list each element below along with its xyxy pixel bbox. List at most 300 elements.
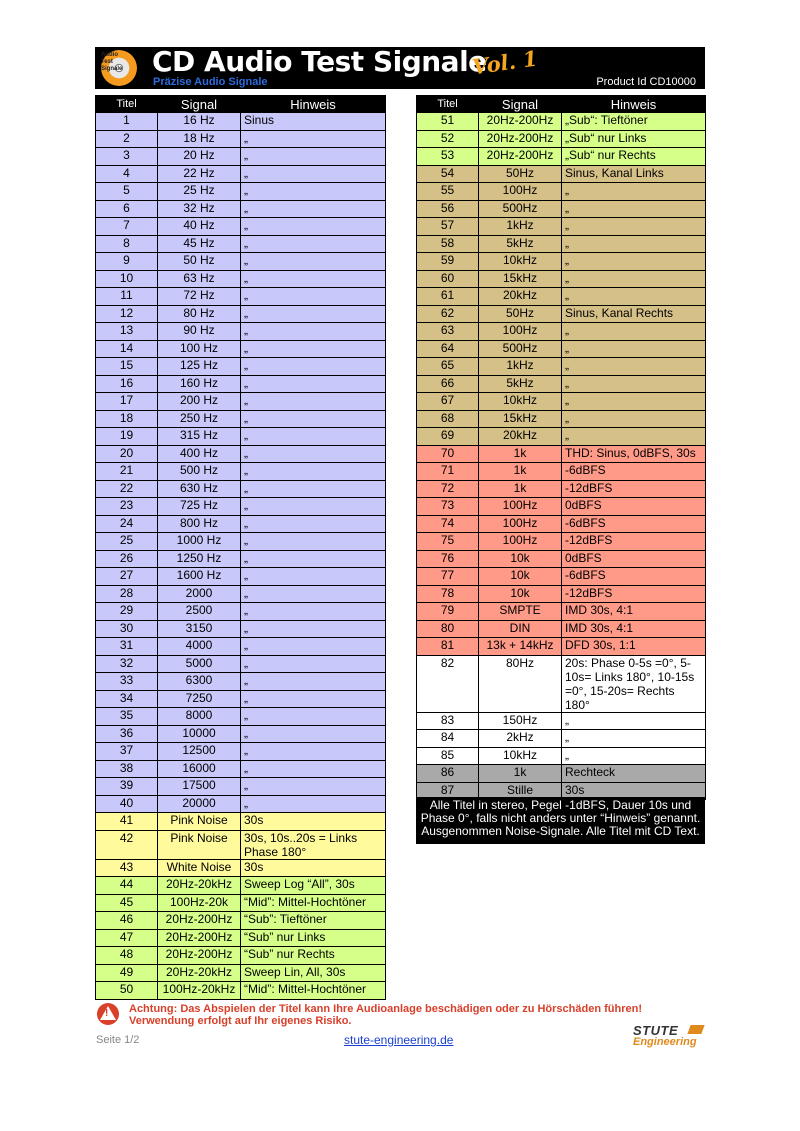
track-number-cell: 43 xyxy=(96,859,158,877)
note-cell: IMD 30s, 4:1 xyxy=(562,620,706,638)
note-cell: „ xyxy=(241,428,386,446)
track-number-cell: 5 xyxy=(96,183,158,201)
note-cell: „ xyxy=(241,585,386,603)
column-header-title: Titel xyxy=(96,96,158,113)
table-row xyxy=(96,655,386,673)
track-number-cell: 40 xyxy=(96,795,158,813)
note-cell: “Sub” nur Links xyxy=(241,929,386,947)
table-row xyxy=(96,620,386,638)
signal-cell: 800 Hz xyxy=(158,515,241,533)
note-cell: „ xyxy=(241,165,386,183)
track-number-cell: 75 xyxy=(417,533,479,551)
table-row xyxy=(96,947,386,965)
table-row xyxy=(96,795,386,813)
signal-cell: 1000 Hz xyxy=(158,533,241,551)
signal-cell: 125 Hz xyxy=(158,358,241,376)
signal-cell: 1600 Hz xyxy=(158,568,241,586)
signal-cell: 15kHz xyxy=(479,270,562,288)
track-number-cell: 68 xyxy=(417,410,479,428)
table-row xyxy=(96,673,386,691)
signal-cell: 50Hz xyxy=(479,165,562,183)
table-row xyxy=(417,270,706,288)
signal-cell: 5kHz xyxy=(479,235,562,253)
table-row xyxy=(417,253,706,271)
table-row xyxy=(96,463,386,481)
signal-cell: 100Hz xyxy=(479,323,562,341)
note-cell: „ xyxy=(562,200,706,218)
track-number-cell: 83 xyxy=(417,712,479,730)
note-cell: „ xyxy=(241,690,386,708)
table-row xyxy=(96,253,386,271)
signal-cell: 10kHz xyxy=(479,747,562,765)
track-number-cell: 18 xyxy=(96,410,158,428)
table-row xyxy=(417,498,706,516)
table-row xyxy=(96,690,386,708)
note-cell: „ xyxy=(241,673,386,691)
table-row xyxy=(96,743,386,761)
table-row xyxy=(96,480,386,498)
signal-cell: 20Hz-200Hz xyxy=(479,113,562,131)
track-number-cell: 14 xyxy=(96,340,158,358)
track-number-cell: 42 xyxy=(96,830,158,859)
signal-cell: 20000 xyxy=(158,795,241,813)
track-number-cell: 44 xyxy=(96,877,158,895)
note-cell: „ xyxy=(562,253,706,271)
signal-cell: 20Hz-200Hz xyxy=(479,148,562,166)
track-number-cell: 59 xyxy=(417,253,479,271)
note-cell: „ xyxy=(562,323,706,341)
signal-cell: White Noise xyxy=(158,859,241,877)
signal-cell: 100 Hz xyxy=(158,340,241,358)
general-note: Alle Titel in stereo, Pegel -1dBFS, Dauer 10s und Phase 0°, falls nicht anders unter “Hinweis” genannt. Ausgenommen Noise-Signale. Alle Titel mit CD Text. xyxy=(416,797,705,844)
note-cell: „ xyxy=(562,393,706,411)
track-number-cell: 11 xyxy=(96,288,158,306)
note-cell: „ xyxy=(562,712,706,730)
note-cell: -12dBFS xyxy=(562,480,706,498)
signal-cell: 400 Hz xyxy=(158,445,241,463)
table-row xyxy=(417,603,706,621)
product-id: Product Id CD10000 xyxy=(596,76,696,88)
table-row xyxy=(96,340,386,358)
note-cell: -6dBFS xyxy=(562,515,706,533)
table-row xyxy=(96,813,386,831)
table-row xyxy=(96,912,386,930)
table-row xyxy=(417,568,706,586)
signal-cell: 1250 Hz xyxy=(158,550,241,568)
table-row xyxy=(417,218,706,236)
track-number-cell: 6 xyxy=(96,200,158,218)
signal-cell: 630 Hz xyxy=(158,480,241,498)
note-cell: 30s xyxy=(241,813,386,831)
note-cell: „ xyxy=(241,200,386,218)
note-cell: „ xyxy=(241,183,386,201)
note-cell: „ xyxy=(562,730,706,748)
track-number-cell: 38 xyxy=(96,760,158,778)
signal-cell: 315 Hz xyxy=(158,428,241,446)
table-header-row xyxy=(96,96,386,113)
track-number-cell: 15 xyxy=(96,358,158,376)
track-number-cell: 25 xyxy=(96,533,158,551)
track-number-cell: 17 xyxy=(96,393,158,411)
track-number-cell: 62 xyxy=(417,305,479,323)
signal-cell: SMPTE xyxy=(479,603,562,621)
signal-cell: 5kHz xyxy=(479,375,562,393)
track-number-cell: 67 xyxy=(417,393,479,411)
table-row xyxy=(417,165,706,183)
track-number-cell: 23 xyxy=(96,498,158,516)
note-cell: „ xyxy=(562,410,706,428)
signal-cell: 1k xyxy=(479,765,562,783)
column-header-title: Titel xyxy=(417,96,479,113)
table-row xyxy=(96,270,386,288)
column-header-signal: Signal xyxy=(479,96,562,113)
note-cell: „ xyxy=(241,445,386,463)
page-subtitle: Präzise Audio Signale xyxy=(153,76,268,88)
note-cell: „ xyxy=(562,235,706,253)
track-number-cell: 20 xyxy=(96,445,158,463)
note-cell: 0dBFS xyxy=(562,550,706,568)
signal-cell: 7250 xyxy=(158,690,241,708)
track-number-cell: 30 xyxy=(96,620,158,638)
note-cell: “Mid”: Mittel-Hochtöner xyxy=(241,894,386,912)
track-number-cell: 1 xyxy=(96,113,158,131)
signal-cell: 100Hz xyxy=(479,515,562,533)
note-cell: „ xyxy=(241,515,386,533)
note-cell: „ xyxy=(241,358,386,376)
table-row xyxy=(417,585,706,603)
track-number-cell: 35 xyxy=(96,708,158,726)
note-cell: „ xyxy=(241,463,386,481)
table-row xyxy=(96,165,386,183)
note-cell: „ xyxy=(241,323,386,341)
track-number-cell: 55 xyxy=(417,183,479,201)
note-cell: „Sub“: Tieftöner xyxy=(562,113,706,131)
logo-text-bottom: Engineering xyxy=(633,1036,697,1048)
note-cell: 30s, 10s..20s = Links Phase 180° xyxy=(241,830,386,859)
table-row xyxy=(417,200,706,218)
note-cell: „ xyxy=(241,743,386,761)
note-cell: 30s xyxy=(241,859,386,877)
track-number-cell: 50 xyxy=(96,982,158,1000)
note-cell: Sinus, Kanal Links xyxy=(562,165,706,183)
track-number-cell: 19 xyxy=(96,428,158,446)
note-cell: „ xyxy=(241,393,386,411)
signal-cell: 1kHz xyxy=(479,218,562,236)
table-row xyxy=(96,638,386,656)
track-number-cell: 65 xyxy=(417,358,479,376)
track-number-cell: 49 xyxy=(96,964,158,982)
note-cell: DFD 30s, 1:1 xyxy=(562,638,706,656)
page-title: CD Audio Test Signale xyxy=(152,45,487,78)
table-row xyxy=(417,288,706,306)
track-table-left xyxy=(95,95,386,1000)
track-number-cell: 24 xyxy=(96,515,158,533)
volume-label: Vol. 1 xyxy=(470,45,540,80)
page-header xyxy=(95,47,705,89)
table-row xyxy=(96,358,386,376)
note-cell: „ xyxy=(241,218,386,236)
signal-cell: 45 Hz xyxy=(158,235,241,253)
note-cell: „ xyxy=(562,288,706,306)
signal-cell: Stille xyxy=(479,782,562,800)
track-number-cell: 76 xyxy=(417,550,479,568)
note-cell: „ xyxy=(241,340,386,358)
note-cell: „ xyxy=(562,747,706,765)
track-number-cell: 16 xyxy=(96,375,158,393)
note-cell: -6dBFS xyxy=(562,463,706,481)
warning-text: Achtung: Das Abspielen der Titel kann Ihre Audioanlage beschädigen oder zu Hörschäden führen! Verwendung erfolgt auf Ihr eigenes Risiko. xyxy=(129,1003,643,1027)
signal-cell: Pink Noise xyxy=(158,813,241,831)
note-cell: „ xyxy=(241,638,386,656)
signal-cell: 200 Hz xyxy=(158,393,241,411)
track-number-cell: 57 xyxy=(417,218,479,236)
note-cell: „ xyxy=(562,358,706,376)
table-row xyxy=(96,585,386,603)
signal-cell: 18 Hz xyxy=(158,130,241,148)
column-header-note: Hinweis xyxy=(241,96,386,113)
table-row xyxy=(417,305,706,323)
track-number-cell: 61 xyxy=(417,288,479,306)
signal-cell: 20Hz-200Hz xyxy=(158,929,241,947)
signal-cell: 10kHz xyxy=(479,393,562,411)
signal-cell: 20Hz-20kHz xyxy=(158,964,241,982)
table-row xyxy=(96,859,386,877)
track-number-cell: 47 xyxy=(96,929,158,947)
note-cell: „ xyxy=(562,340,706,358)
signal-cell: 1kHz xyxy=(479,358,562,376)
signal-cell: 20Hz-200Hz xyxy=(479,130,562,148)
track-number-cell: 2 xyxy=(96,130,158,148)
signal-cell: 16000 xyxy=(158,760,241,778)
table-row xyxy=(417,323,706,341)
signal-cell: 80Hz xyxy=(479,655,562,712)
track-number-cell: 8 xyxy=(96,235,158,253)
track-number-cell: 46 xyxy=(96,912,158,930)
signal-cell: 500Hz xyxy=(479,340,562,358)
signal-cell: 500Hz xyxy=(479,200,562,218)
table-row xyxy=(96,929,386,947)
note-cell: „ xyxy=(562,375,706,393)
signal-cell: 22 Hz xyxy=(158,165,241,183)
note-cell: „ xyxy=(562,218,706,236)
column-header-note: Hinweis xyxy=(562,96,706,113)
table-row xyxy=(96,894,386,912)
table-row xyxy=(417,655,706,712)
table-row xyxy=(96,305,386,323)
track-number-cell: 69 xyxy=(417,428,479,446)
signal-cell: 12500 xyxy=(158,743,241,761)
note-cell: „ xyxy=(241,410,386,428)
note-cell: „ xyxy=(241,253,386,271)
track-number-cell: 71 xyxy=(417,463,479,481)
track-number-cell: 70 xyxy=(417,445,479,463)
signal-cell: 15kHz xyxy=(479,410,562,428)
table-row xyxy=(96,964,386,982)
signal-cell: 1k xyxy=(479,445,562,463)
track-number-cell: 22 xyxy=(96,480,158,498)
signal-cell: 100Hz xyxy=(479,498,562,516)
track-number-cell: 28 xyxy=(96,585,158,603)
track-number-cell: 80 xyxy=(417,620,479,638)
table-row xyxy=(96,568,386,586)
note-cell: “Sub” nur Rechts xyxy=(241,947,386,965)
note-cell: „ xyxy=(241,603,386,621)
table-row xyxy=(417,463,706,481)
note-cell: 0dBFS xyxy=(562,498,706,516)
table-row xyxy=(96,148,386,166)
track-number-cell: 77 xyxy=(417,568,479,586)
note-cell: „ xyxy=(241,130,386,148)
table-row xyxy=(417,358,706,376)
signal-cell: 10k xyxy=(479,568,562,586)
table-row xyxy=(96,323,386,341)
table-row xyxy=(96,375,386,393)
table-row xyxy=(417,712,706,730)
track-number-cell: 4 xyxy=(96,165,158,183)
table-row xyxy=(417,747,706,765)
note-cell: -12dBFS xyxy=(562,585,706,603)
note-cell: -12dBFS xyxy=(562,533,706,551)
track-number-cell: 13 xyxy=(96,323,158,341)
page-number: Seite 1/2 xyxy=(96,1034,140,1046)
track-number-cell: 41 xyxy=(96,813,158,831)
table-row xyxy=(417,183,706,201)
track-number-cell: 78 xyxy=(417,585,479,603)
signal-cell: 25 Hz xyxy=(158,183,241,201)
table-row xyxy=(417,445,706,463)
table-row xyxy=(96,830,386,859)
track-number-cell: 85 xyxy=(417,747,479,765)
note-cell: „ xyxy=(241,533,386,551)
table-row xyxy=(96,760,386,778)
signal-cell: DIN xyxy=(479,620,562,638)
table-row xyxy=(417,515,706,533)
signal-cell: 20Hz-200Hz xyxy=(158,912,241,930)
signal-cell: 100Hz xyxy=(479,533,562,551)
signal-cell: 725 Hz xyxy=(158,498,241,516)
track-number-cell: 32 xyxy=(96,655,158,673)
track-number-cell: 53 xyxy=(417,148,479,166)
table-row xyxy=(417,148,706,166)
note-cell: „ xyxy=(241,620,386,638)
track-number-cell: 82 xyxy=(417,655,479,712)
note-cell: IMD 30s, 4:1 xyxy=(562,603,706,621)
track-number-cell: 31 xyxy=(96,638,158,656)
table-row xyxy=(417,533,706,551)
note-cell: Sinus xyxy=(241,113,386,131)
note-cell: „ xyxy=(241,760,386,778)
track-number-cell: 81 xyxy=(417,638,479,656)
note-cell: 30s xyxy=(562,782,706,800)
track-number-cell: 37 xyxy=(96,743,158,761)
signal-cell: 17500 xyxy=(158,778,241,796)
note-cell: „Sub“ nur Links xyxy=(562,130,706,148)
website-link[interactable]: stute-engineering.de xyxy=(344,1033,454,1047)
note-cell: „ xyxy=(241,235,386,253)
signal-cell: 13k + 14kHz xyxy=(479,638,562,656)
table-row xyxy=(417,480,706,498)
note-cell: Rechteck xyxy=(562,765,706,783)
table-row xyxy=(96,533,386,551)
track-table-right xyxy=(416,95,706,800)
signal-cell: 90 Hz xyxy=(158,323,241,341)
table-header-row xyxy=(417,96,706,113)
logo-text-top: STUTE xyxy=(633,1023,679,1038)
warning-icon xyxy=(97,1003,119,1025)
signal-cell: 16 Hz xyxy=(158,113,241,131)
signal-cell: 100Hz xyxy=(479,183,562,201)
note-cell: „ xyxy=(241,480,386,498)
table-row xyxy=(96,877,386,895)
signal-cell: Pink Noise xyxy=(158,830,241,859)
signal-cell: 3150 xyxy=(158,620,241,638)
track-number-cell: 51 xyxy=(417,113,479,131)
signal-cell: 72 Hz xyxy=(158,288,241,306)
signal-cell: 1k xyxy=(479,480,562,498)
table-row xyxy=(96,288,386,306)
track-number-cell: 66 xyxy=(417,375,479,393)
table-row xyxy=(96,498,386,516)
track-number-cell: 34 xyxy=(96,690,158,708)
track-number-cell: 54 xyxy=(417,165,479,183)
table-row xyxy=(96,235,386,253)
track-number-cell: 84 xyxy=(417,730,479,748)
note-cell: „ xyxy=(241,148,386,166)
table-row xyxy=(96,982,386,1000)
signal-cell: 32 Hz xyxy=(158,200,241,218)
signal-cell: 150Hz xyxy=(479,712,562,730)
track-number-cell: 10 xyxy=(96,270,158,288)
table-row xyxy=(96,603,386,621)
note-cell: „ xyxy=(241,498,386,516)
signal-cell: 40 Hz xyxy=(158,218,241,236)
note-cell: -6dBFS xyxy=(562,568,706,586)
table-row xyxy=(417,620,706,638)
signal-cell: 10k xyxy=(479,585,562,603)
note-cell: „ xyxy=(241,288,386,306)
track-number-cell: 36 xyxy=(96,725,158,743)
track-number-cell: 12 xyxy=(96,305,158,323)
note-cell: „ xyxy=(562,183,706,201)
table-row xyxy=(96,393,386,411)
note-cell: „ xyxy=(241,725,386,743)
track-number-cell: 63 xyxy=(417,323,479,341)
track-number-cell: 73 xyxy=(417,498,479,516)
signal-cell: 4000 xyxy=(158,638,241,656)
cd-cover-text: Audio Test Signale xyxy=(101,52,123,72)
track-number-cell: 58 xyxy=(417,235,479,253)
track-number-cell: 21 xyxy=(96,463,158,481)
note-cell: „ xyxy=(562,428,706,446)
note-cell: „ xyxy=(241,795,386,813)
track-number-cell: 26 xyxy=(96,550,158,568)
table-row xyxy=(96,725,386,743)
table-row xyxy=(417,113,706,131)
signal-cell: 5000 xyxy=(158,655,241,673)
note-cell: 20s: Phase 0-5s =0°, 5-10s= Links 180°, 10-15s =0°, 15-20s= Rechts 180° xyxy=(562,655,706,712)
note-cell: “Sub”: Tieftöner xyxy=(241,912,386,930)
track-number-cell: 74 xyxy=(417,515,479,533)
note-cell: „ xyxy=(241,305,386,323)
table-row xyxy=(417,410,706,428)
signal-cell: 20kHz xyxy=(479,288,562,306)
note-cell: THD: Sinus, 0dBFS, 30s xyxy=(562,445,706,463)
track-number-cell: 29 xyxy=(96,603,158,621)
signal-cell: 8000 xyxy=(158,708,241,726)
note-cell: „Sub“ nur Rechts xyxy=(562,148,706,166)
note-cell: „ xyxy=(241,375,386,393)
table-row xyxy=(417,428,706,446)
